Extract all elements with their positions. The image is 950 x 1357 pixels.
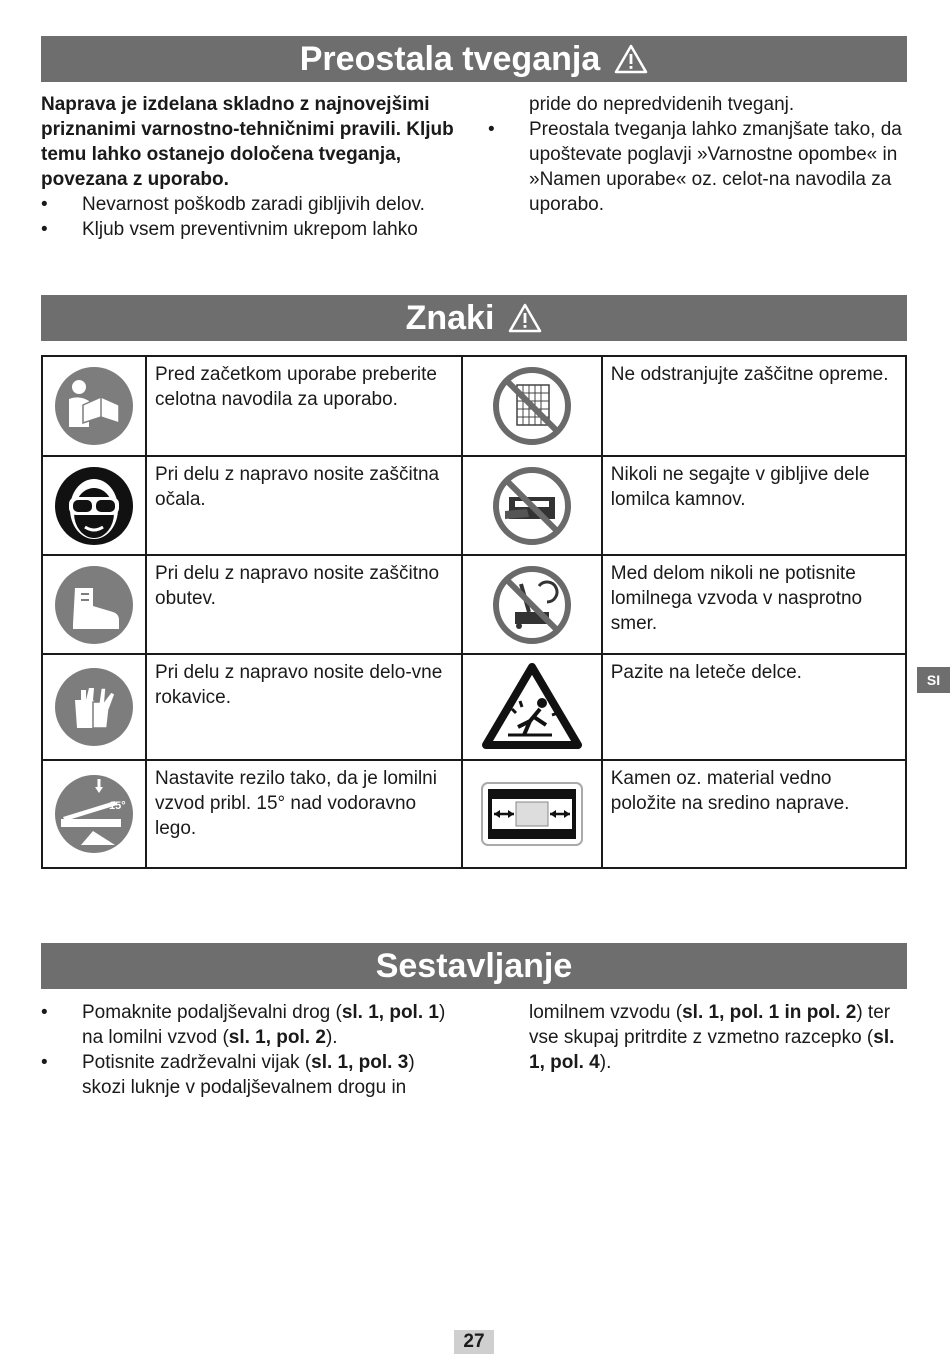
text: lomilnem vzvodu ( bbox=[529, 1002, 683, 1023]
section-header-signs bbox=[41, 295, 907, 341]
sign-icon-cell bbox=[42, 456, 146, 555]
language-tab: SI bbox=[917, 667, 950, 693]
section-header-residual-risks bbox=[41, 36, 907, 82]
sign-text-cell: Nastavite rezilo tako, da je lomilni vzvod pribl. 15° nad vodoravno lego. bbox=[146, 760, 462, 868]
sign-icon-cell bbox=[462, 760, 602, 868]
page-number: 27 bbox=[454, 1330, 494, 1354]
flying-debris-icon bbox=[482, 663, 582, 751]
sign-text-cell: Kamen oz. material vedno položite na sredino naprave. bbox=[602, 760, 906, 868]
center-stone-icon bbox=[480, 781, 584, 847]
risks-left-column bbox=[41, 92, 461, 242]
warning-triangle-icon bbox=[614, 44, 648, 74]
table-row bbox=[42, 456, 906, 555]
list-item bbox=[41, 1000, 461, 1050]
sign-text-cell: Ne odstranjujte zaščitne opreme. bbox=[602, 356, 906, 456]
text: ) ter vse skupaj pritrdite z vzmetno razcepko ( bbox=[529, 1002, 891, 1048]
list-item: • Preostala tveganja lahko zmanjšate tako, da upoštevate poglavji »Varnostne opombe« in »Namen uporabe« oz. celot-na navodila za uporabo. bbox=[488, 117, 908, 217]
risks-intro: Naprava je izdelana skladno z najnovejšimi priznanimi varnostno-tehničnimi pravili. Kljub temu lahko ostanejo določena tveganja, povezana z uporabo. bbox=[41, 94, 454, 190]
risks-right-column bbox=[488, 92, 908, 217]
sign-icon-cell bbox=[462, 456, 602, 555]
table-row bbox=[42, 654, 906, 760]
read-manual-icon bbox=[53, 365, 135, 447]
no-reaching-icon bbox=[491, 465, 573, 547]
safety-boots-icon bbox=[53, 564, 135, 646]
sign-icon-cell bbox=[462, 654, 602, 760]
list-item: • Kljub vsem preventivnim ukrepom lahko bbox=[41, 217, 461, 242]
sign-text-cell: Pred začetkom uporabe preberite celotna navodila za uporabo. bbox=[146, 356, 462, 456]
sign-text-cell: Pri delu z napravo nosite zaščitno obutev. bbox=[146, 555, 462, 654]
work-gloves-icon bbox=[53, 666, 135, 748]
section-header-assembly bbox=[41, 943, 907, 989]
list-item bbox=[41, 1050, 461, 1100]
no-reverse-lever-icon bbox=[491, 564, 573, 646]
text: Pomaknite podaljševalni drog ( bbox=[82, 1002, 342, 1023]
angle-label: 15° bbox=[109, 800, 126, 812]
text: ). bbox=[599, 1052, 612, 1073]
table-row bbox=[42, 555, 906, 654]
text: ). bbox=[325, 1027, 338, 1048]
sign-icon-cell bbox=[42, 356, 146, 456]
sign-icon-cell bbox=[462, 555, 602, 654]
sign-icon-cell bbox=[42, 760, 146, 868]
figure-reference: sl. 1, pol. 3 bbox=[311, 1052, 409, 1073]
text: Potisnite zadrževalni vijak ( bbox=[82, 1052, 312, 1073]
figure-reference: sl. 1, pol. 2 bbox=[228, 1027, 326, 1048]
sign-icon-cell bbox=[462, 356, 602, 456]
list-item-continued bbox=[488, 1000, 908, 1075]
sign-text-cell: Nikoli ne segajte v gibljive dele lomilca kamnov. bbox=[602, 456, 906, 555]
sign-text-cell: Pri delu z napravo nosite delo-vne rokavice. bbox=[146, 654, 462, 760]
figure-reference: sl. 1, pol. 1 in pol. 2 bbox=[682, 1002, 857, 1023]
section-title: Sestavljanje bbox=[375, 946, 573, 985]
table-row bbox=[42, 356, 906, 456]
table-row bbox=[42, 760, 906, 868]
safety-goggles-icon bbox=[53, 465, 135, 547]
no-guard-removal-icon bbox=[491, 365, 573, 447]
figure-reference: sl. 1, pol. 4 bbox=[529, 1027, 895, 1073]
sign-text-cell: Med delom nikoli ne potisnite lomilnega vzvoda v nasprotno smer. bbox=[602, 555, 906, 654]
section-title: Preostala tveganja bbox=[299, 39, 601, 78]
figure-reference: sl. 1, pol. 1 bbox=[341, 1002, 439, 1023]
sign-icon-cell bbox=[42, 555, 146, 654]
warning-triangle-icon bbox=[508, 303, 542, 333]
text: ) skozi luknje v podaljševalnem drogu in bbox=[82, 1052, 415, 1098]
sign-text-cell: Pazite na leteče delce. bbox=[602, 654, 906, 760]
assembly-left-column bbox=[41, 1000, 461, 1100]
blade-angle-icon bbox=[53, 773, 135, 855]
sign-icon-cell bbox=[42, 654, 146, 760]
sign-text-cell: Pri delu z napravo nosite zaščitna očala. bbox=[146, 456, 462, 555]
list-item: • Nevarnost poškodb zaradi gibljivih delov. bbox=[41, 192, 461, 217]
text: ) na lomilni vzvod ( bbox=[82, 1002, 446, 1048]
assembly-right-column bbox=[488, 1000, 908, 1075]
list-item-continued: pride do nepredvidenih tveganj. bbox=[529, 94, 795, 115]
section-title: Znaki bbox=[405, 298, 495, 337]
signs-table bbox=[41, 355, 907, 869]
